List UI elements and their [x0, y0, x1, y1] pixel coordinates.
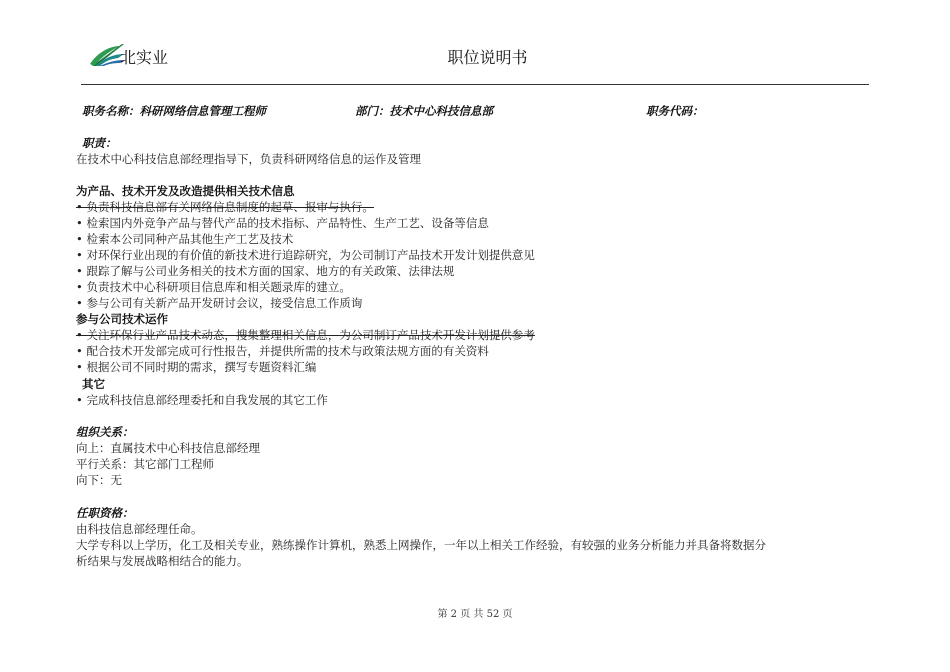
list-item: • 负责技术中心科研项目信息库和相关题录库的建立。 — [76, 280, 351, 294]
org-down: 向下：无 — [76, 473, 122, 487]
list-item: • 对环保行业出现的有价值的新技术进行追踪研究，为公司制订产品技术开发计划提供意见 — [76, 248, 535, 262]
list-item: • 根据公司不同时期的需求，撰写专题资料汇编 — [76, 360, 317, 374]
list-item: • 参与公司有关新产品开发研讨会议，接受信息工作质询 — [76, 296, 363, 310]
list-item: • 关注环保行业产品技术动态，搜集整理相关信息，为公司制订产品技术开发计划提供参考 — [76, 328, 535, 342]
header-divider — [81, 84, 869, 85]
job-name: 职务名称：科研网络信息管理工程师 — [82, 104, 266, 118]
job-code: 职务代码： — [646, 104, 704, 118]
list-item: • 检索国内外竞争产品与替代产品的技术指标、产品特性、生产工艺、设备等信息 — [76, 216, 489, 230]
list-item: • 完成科技信息部经理委托和自我发展的其它工作 — [76, 393, 328, 407]
section-title-tech-ops: 参与公司技术运作 — [76, 312, 168, 326]
section-title-other: 其它 — [82, 377, 105, 391]
list-item: • 负责科技信息部有关网络信息制度的起草、报审与执行。 — [76, 200, 374, 214]
section-title-tech-info: 为产品、技术开发及改造提供相关技术信息 — [76, 184, 295, 198]
org-heading: 组织关系： — [76, 425, 134, 439]
org-parallel: 平行关系：其它部门工程师 — [76, 457, 214, 471]
qualification-heading: 任职资格： — [76, 506, 134, 520]
document-title: 职位说明书 — [447, 48, 528, 67]
duties-heading: 职责： — [82, 136, 117, 150]
qualification-line: 析结果与发展战略相结合的能力。 — [76, 554, 249, 568]
list-item: • 检索本公司同种产品其他生产工艺及技术 — [76, 232, 294, 246]
list-item: • 配合技术开发部完成可行性报告，并提供所需的技术与政策法规方面的有关资料 — [76, 344, 489, 358]
duties-summary: 在技术中心科技信息部经理指导下，负责科研网络信息的运作及管理 — [76, 152, 421, 166]
qualification-line: 由科技信息部经理任命。 — [76, 522, 203, 536]
list-item: • 跟踪了解与公司业务相关的技术方面的国家、地方的有关政策、法律法规 — [76, 264, 455, 278]
department: 部门：技术中心科技信息部 — [355, 104, 493, 118]
page-number: 第 2 页 共 52 页 — [437, 609, 513, 620]
qualification-line: 大学专科以上学历，化工及相关专业，熟练操作计算机，熟悉上网操作，一年以上相关工作经验，有较强的业务分析能力并具备将数据分 — [76, 538, 766, 552]
company-brand: 北实业 — [120, 48, 169, 67]
org-up: 向上：直属技术中心科技信息部经理 — [76, 441, 260, 455]
